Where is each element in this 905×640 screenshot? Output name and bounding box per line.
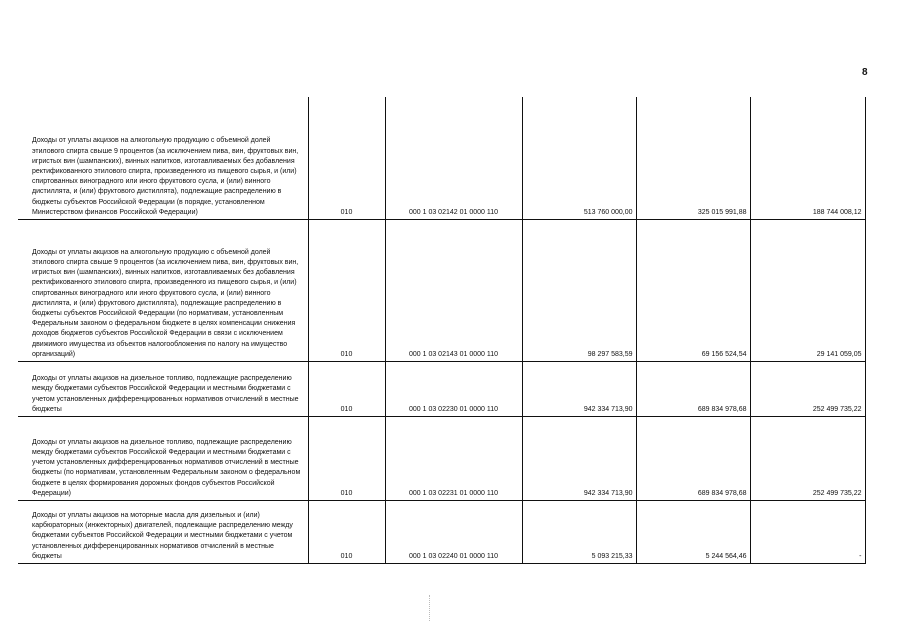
row-kbk: 000 1 03 02230 01 0000 110 [385, 362, 522, 417]
row-description: Доходы от уплаты акцизов на дизельное топливо, подлежащие распределению между бюджетами субъектов Российской Федерации и местными бюджетами с учетом установленных дифференцированных нормативов отчислений в местные бюджеты [18, 362, 308, 417]
table-row [18, 362, 865, 417]
row-executed: 689 834 978,68 [636, 362, 750, 417]
row-plan: 942 334 713,90 [522, 362, 636, 417]
row-plan: 942 334 713,90 [522, 417, 636, 501]
row-kbk: 000 1 03 02142 01 0000 110 [385, 97, 522, 220]
row-kbk: 000 1 03 02231 01 0000 110 [385, 417, 522, 501]
row-executed: 325 015 991,88 [636, 97, 750, 220]
table-row [18, 417, 865, 501]
row-executed: 689 834 978,68 [636, 417, 750, 501]
row-plan: 98 297 583,59 [522, 220, 636, 362]
row-remaining: - [750, 501, 865, 564]
row-executed: 5 244 564,46 [636, 501, 750, 564]
row-executed: 69 156 524,54 [636, 220, 750, 362]
row-remaining: 29 141 059,05 [750, 220, 865, 362]
row-code: 010 [308, 97, 385, 220]
table-row [18, 501, 865, 564]
scan-artifact [429, 595, 431, 621]
page-number: 8 [862, 67, 868, 78]
table-row [18, 97, 865, 220]
row-remaining: 252 499 735,22 [750, 362, 865, 417]
row-code: 010 [308, 501, 385, 564]
row-remaining: 252 499 735,22 [750, 417, 865, 501]
row-description: Доходы от уплаты акцизов на алкогольную продукцию с объемной долей этилового спирта свыше 9 процентов (за исключением пива, вин, фруктовых вин, игристых вин (шампанских), винных напитков, изготавливаемых без добавления ректификованного этилового спирта, произведенного из пищевого сырья, и (или) спиртованных виноградного или иного фруктового сусла, и (или) винного дистиллята, и (или) фруктового дистиллята), подлежащие распределению в бюджеты субъектов Российской Федерации (в порядке, установленном Министерством финансов Российской Федерации) [18, 97, 308, 220]
table-row [18, 220, 865, 362]
row-kbk: 000 1 03 02143 01 0000 110 [385, 220, 522, 362]
row-plan: 5 093 215,33 [522, 501, 636, 564]
row-description: Доходы от уплаты акцизов на моторные масла для дизельных и (или) карбюраторных (инжекторных) двигателей, подлежащие распределению между бюджетами субъектов Российской Федерации и местными бюджетами с учетом установленных дифференцированных нормативов отчислений в местные бюджеты [18, 501, 308, 564]
row-description: Доходы от уплаты акцизов на дизельное топливо, подлежащие распределению между бюджетами субъектов Российской Федерации и местными бюджетами с учетом установленных дифференцированных нормативов отчислений в местные бюджеты (по нормативам, установленным Федеральным законом о федеральном бюджете в целях формирования дорожных фондов субъектов Российской Федерации) [18, 417, 308, 501]
row-plan: 513 760 000,00 [522, 97, 636, 220]
row-code: 010 [308, 417, 385, 501]
row-kbk: 000 1 03 02240 01 0000 110 [385, 501, 522, 564]
row-code: 010 [308, 362, 385, 417]
income-table [18, 97, 866, 564]
row-description: Доходы от уплаты акцизов на алкогольную продукцию с объемной долей этилового спирта свыше 9 процентов (за исключением пива, вин, фруктовых вин, игристых вин (шампанских), винных напитков, изготавливаемых без добавления ректификованного этилового спирта, произведенного из пищевого сырья, и (или) спиртованных виноградного или иного фруктового сусла, и (или) винного дистиллята, и (или) фруктового дистиллята), подлежащие распределению в бюджеты субъектов Российской Федерации (по нормативам, установленным Федеральным законом о федеральном бюджете в целях компенсации снижения доходов бюджетов субъектов Российской Федерации в связи с исключением движимого имущества из объектов налогообложения по налогу на имущество организаций) [18, 220, 308, 362]
row-remaining: 188 744 008,12 [750, 97, 865, 220]
row-code: 010 [308, 220, 385, 362]
